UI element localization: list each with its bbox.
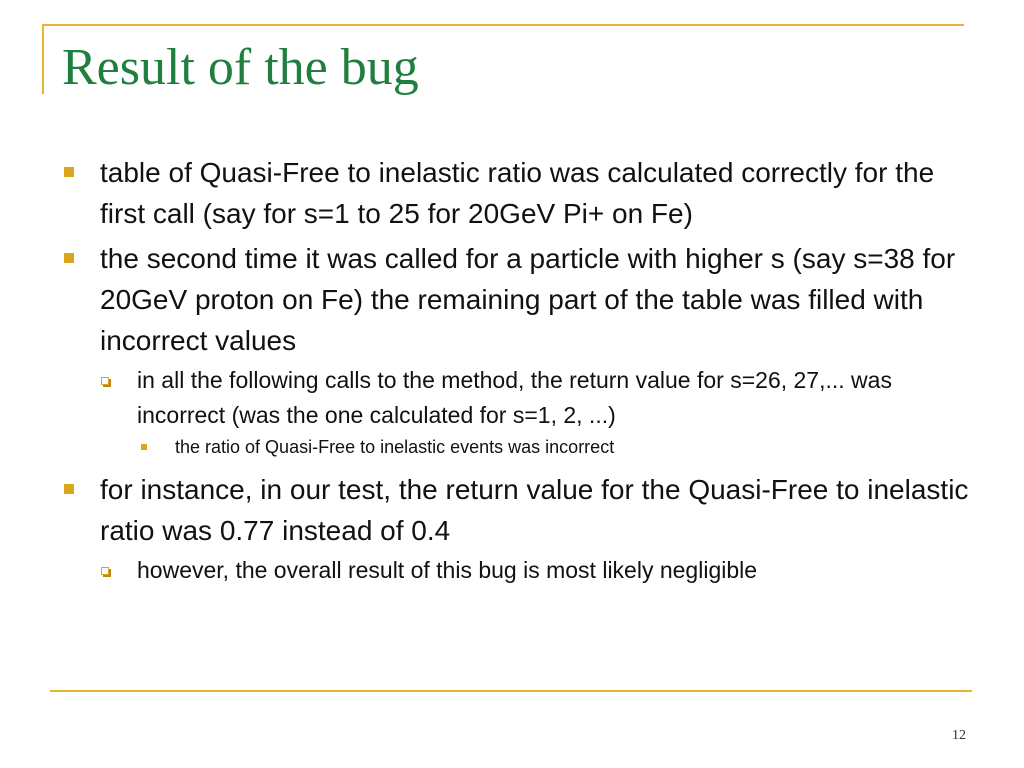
title-frame-left-line — [42, 24, 44, 94]
slide-title: Result of the bug — [62, 39, 419, 96]
bullet-text: in all the following calls to the method, the return value for s=26, 27,... was incorrect (was the one calculated for s=1, 2, ...) — [137, 367, 892, 428]
bullet-text: the second time it was called for a particle with higher s (say s=38 for 20GeV proton on Fe) the remaining part of the table was filled with incorrect values — [100, 243, 956, 356]
square-bullet-icon — [64, 253, 74, 263]
page-number: 12 — [952, 728, 966, 743]
bullet-item-level-2 — [60, 553, 970, 588]
bullet-item-level-1 — [60, 469, 970, 551]
square-bullet-icon — [64, 484, 74, 494]
hollow-square-bullet-icon — [101, 567, 109, 575]
bullet-text: for instance, in our test, the return value for the Quasi-Free to inelastic ratio was 0.77 instead of 0.4 — [100, 474, 969, 546]
title-frame-top-line — [42, 24, 964, 26]
footer-divider-line — [50, 690, 972, 692]
bullet-item-level-1 — [60, 238, 970, 361]
bullet-text: table of Quasi-Free to inelastic ratio was calculated correctly for the first call (say for s=1 to 25 for 20GeV Pi+ on Fe) — [100, 157, 935, 229]
bullet-text: however, the overall result of this bug is most likely negligible — [137, 557, 758, 583]
small-square-bullet-icon — [141, 444, 147, 450]
square-bullet-icon — [64, 167, 74, 177]
hollow-square-bullet-icon — [101, 377, 109, 385]
bullet-item-level-1 — [60, 152, 970, 234]
bullet-item-level-2 — [60, 363, 970, 433]
bullet-text: the ratio of Quasi-Free to inelastic events was incorrect — [175, 437, 615, 457]
bullet-item-level-3 — [60, 433, 970, 461]
bullet-list — [60, 152, 970, 590]
